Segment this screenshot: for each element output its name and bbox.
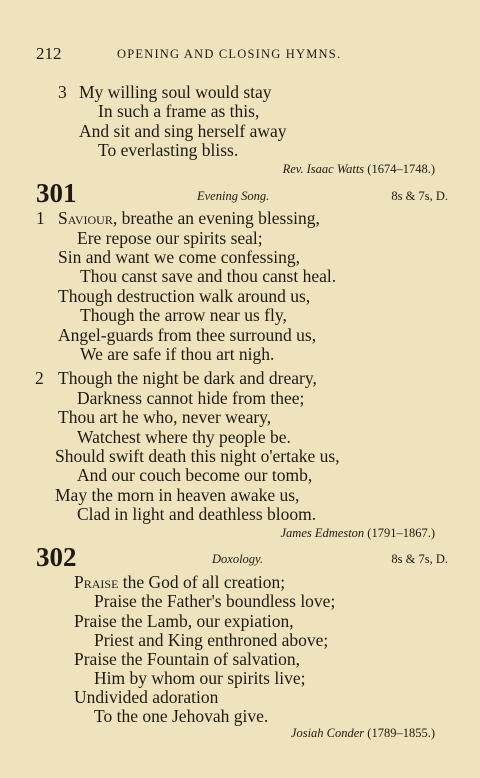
author-name: Rev. Isaac Watts bbox=[282, 162, 365, 176]
verse-line: Praise the Father's boundless love; bbox=[94, 591, 336, 611]
line-rest: the God of all creation; bbox=[122, 572, 286, 592]
verse-line bbox=[58, 208, 320, 228]
verse-line: Priest and King enthroned above; bbox=[94, 630, 329, 650]
line-rest: breathe an evening blessing, bbox=[121, 208, 320, 228]
verse-line: May the morn in heaven awake us, bbox=[55, 485, 300, 505]
author-name: James Edmeston bbox=[280, 526, 365, 540]
running-title: OPENING AND CLOSING HYMNS. bbox=[117, 47, 342, 61]
first-word: Praise bbox=[74, 572, 119, 592]
verse-line: To the one Jehovah give. bbox=[94, 706, 269, 726]
running-header bbox=[36, 44, 380, 66]
verse-line: And sit and sing herself away bbox=[79, 121, 287, 141]
verse-line: Praise the Lamb, our expiation, bbox=[74, 611, 294, 631]
verse-line: Though destruction walk around us, bbox=[58, 286, 311, 306]
verse-line: Praise the Fountain of salvation, bbox=[74, 649, 301, 669]
hymn-attribution bbox=[283, 162, 435, 177]
hymn-number: 302 bbox=[36, 542, 77, 572]
hymn-meter: 8s & 7s, D. bbox=[391, 552, 448, 566]
verse-line: Clad in light and deathless bloom. bbox=[77, 504, 317, 524]
verse-line: In such a frame as this, bbox=[98, 101, 260, 121]
hymn-number: 301 bbox=[36, 178, 77, 208]
verse-line: Thou canst save and thou canst heal. bbox=[80, 266, 337, 286]
verse-line: Though the arrow near us fly, bbox=[80, 305, 287, 325]
stanza-number: 3 bbox=[58, 82, 67, 102]
page-number: 212 bbox=[36, 44, 62, 63]
stanza-number: 2 bbox=[35, 368, 44, 388]
verse-line: To everlasting bliss. bbox=[98, 140, 239, 160]
verse-line: Ere repose our spirits seal; bbox=[77, 228, 263, 248]
verse-line: My willing soul would stay bbox=[79, 82, 272, 102]
verse-line: We are safe if thou art nigh. bbox=[80, 344, 275, 364]
verse-line: Sin and want we come confessing, bbox=[58, 247, 301, 267]
hymn-attribution bbox=[281, 526, 436, 541]
author-dates: (1674–1748.) bbox=[367, 162, 435, 176]
verse-line: Undivided adoration bbox=[74, 687, 219, 707]
hymn-title: Evening Song. bbox=[197, 189, 270, 203]
verse-line: Thou art he who, never weary, bbox=[58, 407, 272, 427]
stanza-number: 1 bbox=[36, 208, 45, 228]
author-dates: (1791–1867.) bbox=[367, 526, 435, 540]
verse-line: Him by whom our spirits live; bbox=[94, 668, 306, 688]
verse-line bbox=[74, 572, 285, 592]
first-word: Saviour, bbox=[58, 208, 118, 228]
hymn-title: Doxology. bbox=[212, 552, 264, 566]
verse-line: Angel-guards from thee surround us, bbox=[58, 325, 317, 345]
hymn-attribution bbox=[291, 726, 435, 741]
verse-line: Though the night be dark and dreary, bbox=[58, 368, 317, 388]
verse-line: Should swift death this night o'ertake us, bbox=[55, 446, 340, 466]
author-name: Josiah Conder bbox=[290, 726, 365, 740]
author-dates: (1789–1855.) bbox=[367, 726, 435, 740]
verse-line: Watchest where thy people be. bbox=[77, 427, 291, 447]
hymn-meter: 8s & 7s, D. bbox=[391, 189, 448, 203]
verse-line: And our couch become our tomb, bbox=[77, 465, 313, 485]
verse-line: Darkness cannot hide from thee; bbox=[77, 388, 305, 408]
